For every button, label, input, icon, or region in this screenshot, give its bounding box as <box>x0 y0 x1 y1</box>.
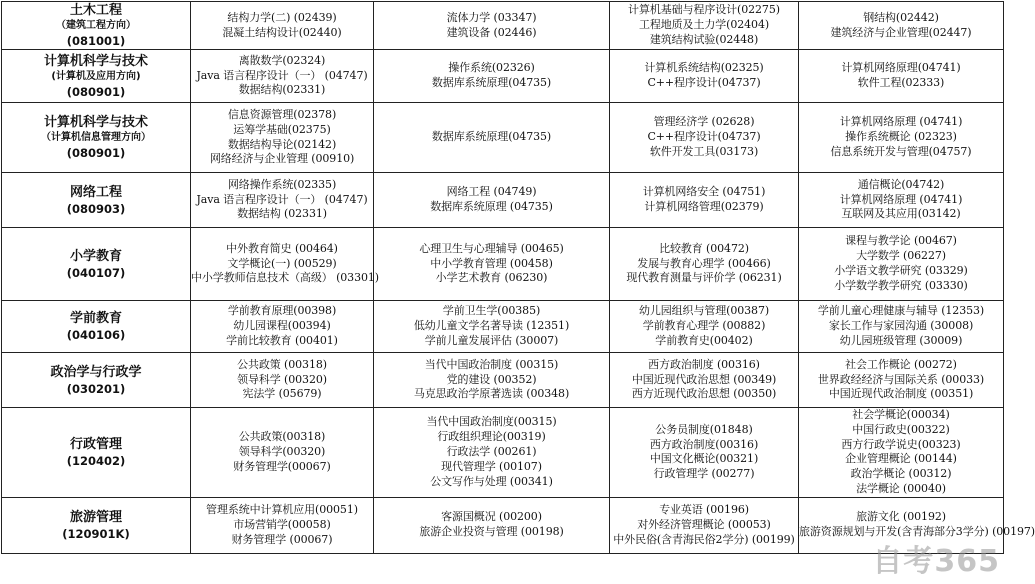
course-item: C++程序设计(04737) <box>647 130 761 144</box>
course-item: 数据库系统原理(04735) <box>431 130 552 144</box>
course-item: 市场营销学(00058) <box>233 517 331 531</box>
major-code: (120901K) <box>62 526 130 541</box>
course-item: 公共政策 (00318) <box>237 357 327 371</box>
watermark-logo: 自考365 <box>872 544 1000 579</box>
course-item: 课程与教学论 (00467) <box>845 234 957 248</box>
major-code: (080901) <box>66 84 126 99</box>
course-item: 计算机系统结构(02325) <box>644 61 764 75</box>
course-item: 钢结构(02442) <box>863 10 939 24</box>
major-cell <box>2 497 191 553</box>
course-item: 网络工程 (04749) <box>446 185 537 199</box>
major-name: 网络工程 <box>69 184 122 200</box>
course-cell <box>191 497 374 553</box>
course-item: 财务管理学 (00067) <box>231 532 333 546</box>
course-item: 企业管理概论 (00144) <box>845 452 957 466</box>
major-name: 计算机科学与技术 <box>43 53 148 69</box>
course-cell <box>610 50 799 103</box>
course-item: 世界政经经济与国际关系 (00033) <box>817 372 985 386</box>
course-cell <box>191 173 374 228</box>
course-item: 当代中国政治制度(00315) <box>426 415 557 429</box>
course-item: 操作系统概论 (02323) <box>845 130 957 144</box>
major-cell <box>2 103 191 173</box>
course-item: 幼儿园组织与管理(00387) <box>638 304 770 318</box>
course-item: 学前教育史(00402) <box>655 333 753 347</box>
course-item: 操作系统(02326) <box>448 61 535 75</box>
table-row <box>2 103 1004 173</box>
course-item: 中国近现代政治思想 (00349) <box>631 372 777 386</box>
course-item: 心理卫生与心理辅导 (00465) <box>419 241 564 255</box>
course-item: 结构力学(二) (02439) <box>227 10 337 24</box>
course-item: 中小学教育管理 (00458) <box>430 256 553 270</box>
course-cell <box>799 497 1035 553</box>
course-item: 小学语文教学研究 (03329) <box>834 264 968 277</box>
course-cell <box>374 2 610 50</box>
course-item: 计算机网络安全 (04751) <box>642 185 766 199</box>
course-item: 学前儿童发展评估 (30007) <box>424 333 559 347</box>
course-item: 计算机网络原理 (04741) <box>839 192 963 206</box>
course-cell <box>374 408 610 498</box>
course-cell <box>610 497 799 553</box>
course-cell <box>799 301 1004 353</box>
table-row <box>2 2 1004 50</box>
course-item: Java 语言程序设计（一） (04747) <box>196 68 368 82</box>
course-item: 党的建设 (00352) <box>446 372 537 386</box>
major-name: 小学教育 <box>69 248 122 264</box>
major-code: (120402) <box>66 453 126 468</box>
course-cell <box>191 2 374 50</box>
course-cell <box>799 2 1004 50</box>
course-item: 家长工作与家园沟通 (30008) <box>828 319 974 333</box>
course-item: 法学概论 (00040) <box>856 481 946 495</box>
course-item: 信息系统开发与管理(04757) <box>830 144 972 158</box>
course-item: 管理经济学 (02628) <box>653 115 755 129</box>
course-cell <box>799 173 1004 228</box>
course-item: 领导科学 (00320) <box>237 372 327 386</box>
major-cell <box>2 408 191 498</box>
course-item: 西方行政学说史(00323) <box>841 437 961 451</box>
course-item: 计算机基础与程序设计(02275) <box>628 3 780 17</box>
course-cell <box>610 228 799 301</box>
course-item: 管理系统中计算机应用(00051) <box>206 503 358 517</box>
course-item: 软件开发工具(03173) <box>649 144 759 158</box>
course-cell <box>610 103 799 173</box>
course-item: 计算机网络原理 (04741) <box>839 115 963 129</box>
course-item: 政治学概论 (00312) <box>850 467 952 481</box>
course-item: 低幼儿童文学名著导读 (12351) <box>413 319 570 333</box>
table-row <box>2 408 1004 498</box>
course-item: 马克思政治学原著选读 (00348) <box>413 387 570 401</box>
course-item: 领导科学(00320) <box>238 444 326 458</box>
course-item: 行政管理学 (00277) <box>653 467 755 481</box>
course-cell <box>191 353 374 408</box>
major-name: 土木工程 <box>69 3 122 18</box>
course-item: 计算机网络原理(04741) <box>841 61 961 75</box>
course-item: 对外经济管理概论 (00053) <box>637 517 771 531</box>
course-item: 旅游企业投资与管理 (00198) <box>419 525 564 539</box>
table-row <box>2 228 1004 301</box>
course-item: 离散数学(02324) <box>238 53 326 67</box>
course-item: 学前教育原理(00398) <box>227 304 337 318</box>
table-row <box>2 353 1004 408</box>
major-name: 政治学与行政学 <box>50 364 142 380</box>
course-cell <box>374 50 610 103</box>
major-name: 旅游管理 <box>69 509 122 525</box>
major-name: 行政管理 <box>69 436 122 452</box>
course-item: 公共政策(00318) <box>238 430 326 444</box>
course-cell <box>610 173 799 228</box>
table-row <box>2 50 1004 103</box>
major-code: (030201) <box>66 381 126 396</box>
course-item: 公文写作与处理 (00341) <box>430 474 553 488</box>
course-cell <box>374 228 610 301</box>
course-item: 行政法学 (00261) <box>446 444 537 458</box>
course-cell <box>374 103 610 173</box>
course-item: 数据结构 (02331) <box>237 207 327 221</box>
course-item: 流体力学 (03347) <box>446 10 537 24</box>
course-item: 数据库系统原理(04735) <box>431 76 552 89</box>
course-cell <box>374 301 610 353</box>
major-cell <box>2 173 191 228</box>
course-item: 文学概论(一) (00529) <box>227 256 337 270</box>
course-item: 西方政治制度 (00316) <box>648 357 760 371</box>
course-item: 宪法学 (05679) <box>242 387 322 401</box>
course-item: 现代管理学 (00107) <box>441 459 542 473</box>
course-item: 旅游资源规划与开发(含青海部分3学分) (00197) <box>799 525 1035 539</box>
course-item: 中国文化概论(00321) <box>649 452 759 466</box>
course-cell <box>191 301 374 353</box>
course-cell <box>610 353 799 408</box>
course-cell <box>799 353 1004 408</box>
course-item: 幼儿园班级管理 (30009) <box>839 333 963 347</box>
course-item: 比较教育 (00472) <box>659 241 749 255</box>
course-item: 网络操作系统(02335) <box>227 177 337 191</box>
major-direction: (计算机及应用方向) <box>51 70 141 82</box>
course-item: 互联网及其应用(03142) <box>841 207 961 221</box>
course-item: 学前儿童心理健康与辅导 (12353) <box>817 304 985 318</box>
course-item: 发展与教育心理学 (00466) <box>637 256 771 270</box>
major-direction: （建筑工程方向） <box>56 20 136 31</box>
course-item: 计算机网络管理(02379) <box>644 200 764 213</box>
course-item: 网络经济与企业管理 (00910) <box>209 152 355 166</box>
course-item: 客源国概况 (00200) <box>441 510 542 524</box>
major-code: (040106) <box>66 328 126 342</box>
course-item: 数据库系统原理 (04735) <box>430 200 553 213</box>
course-cell <box>191 408 374 498</box>
major-name: 学前教育 <box>69 311 122 326</box>
course-cell <box>610 301 799 353</box>
course-item: 数据结构导论(02142) <box>227 137 337 151</box>
course-cell <box>191 50 374 103</box>
major-cell <box>2 228 191 301</box>
course-item: 工程地质及土力学(02404) <box>638 18 770 32</box>
course-item: 中外教育简史 (00464) <box>226 241 338 255</box>
course-item: 中国行政史(00322) <box>852 422 950 436</box>
course-item: 当代中国政治制度 (00315) <box>424 357 559 371</box>
course-item: 行政组织理论(00319) <box>437 430 546 444</box>
course-item: 西方近现代政治思想 (00350) <box>631 387 777 401</box>
table-row <box>2 173 1004 228</box>
course-item: 建筑结构试验(02448) <box>649 32 759 46</box>
major-cell <box>2 301 191 353</box>
course-item: 学前教育心理学 (00882) <box>642 319 766 333</box>
course-cell <box>799 103 1004 173</box>
major-cell <box>2 353 191 408</box>
course-item: 中国近现代政治制度 (00351) <box>828 387 974 401</box>
course-item: 中小学教师信息技术（高级） (03301) <box>191 271 379 285</box>
course-item: 现代教育测量与评价学 (06231) <box>626 271 782 285</box>
course-item: 旅游文化 (00192) <box>856 510 946 524</box>
course-cell <box>610 408 799 498</box>
course-cell <box>799 228 1004 301</box>
major-direction: （计算机信息管理方向） <box>41 132 151 143</box>
course-cell <box>191 228 379 301</box>
course-item: 专业英语 (00196) <box>659 503 749 517</box>
major-cell <box>2 50 191 103</box>
course-cell <box>610 2 799 50</box>
course-item: 公务员制度(01848) <box>655 422 753 436</box>
course-item: 信息资源管理(02378) <box>227 107 337 121</box>
course-item: 社会学概论(00034) <box>852 408 950 421</box>
course-item: 大学数学 (06227) <box>856 249 946 263</box>
schedule-table-body <box>2 2 1035 554</box>
course-item: 财务管理学(00067) <box>233 459 331 473</box>
major-name: 计算机科学与技术 <box>43 115 148 130</box>
course-cell <box>799 50 1004 103</box>
course-item: 软件工程(02333) <box>857 76 945 89</box>
course-item: 学前比较教育 (00401) <box>226 333 338 347</box>
course-cell <box>374 173 610 228</box>
course-item: 数据结构(02331) <box>238 83 326 97</box>
table-row <box>2 301 1004 353</box>
course-item: 建筑设备 (02446) <box>446 25 537 39</box>
course-item: 小学数学教学研究 (03330) <box>834 278 968 292</box>
course-cell <box>374 497 610 553</box>
major-code: (080901) <box>66 146 126 160</box>
course-item: Java 语言程序设计（一） (04747) <box>196 192 368 206</box>
course-item: 运筹学基础(02375) <box>233 122 331 136</box>
course-item: 西方政治制度(00316) <box>649 437 759 451</box>
major-code: (081001) <box>66 34 126 48</box>
table-row <box>2 497 1004 553</box>
major-code: (080903) <box>66 201 126 216</box>
major-code: (040107) <box>66 265 126 280</box>
course-cell <box>374 353 610 408</box>
course-item: C++程序设计(04737) <box>647 76 761 89</box>
course-item: 通信概论(04742) <box>857 177 945 191</box>
course-cell <box>799 408 1004 498</box>
course-item: 中外民俗(含青海民俗2学分) (00199) <box>613 532 795 546</box>
course-item: 建筑经济与企业管理(02447) <box>830 25 972 39</box>
course-item: 混凝土结构设计(02440) <box>222 25 342 39</box>
major-cell <box>2 2 191 50</box>
course-item: 学前卫生学(00385) <box>442 304 541 318</box>
course-item: 小学艺术教育 (06230) <box>435 271 548 285</box>
course-item: 幼儿园课程(00394) <box>233 319 331 333</box>
course-item: 社会工作概论 (00272) <box>845 357 957 371</box>
exam-schedule-table <box>1 1 1035 554</box>
course-cell <box>191 103 374 173</box>
